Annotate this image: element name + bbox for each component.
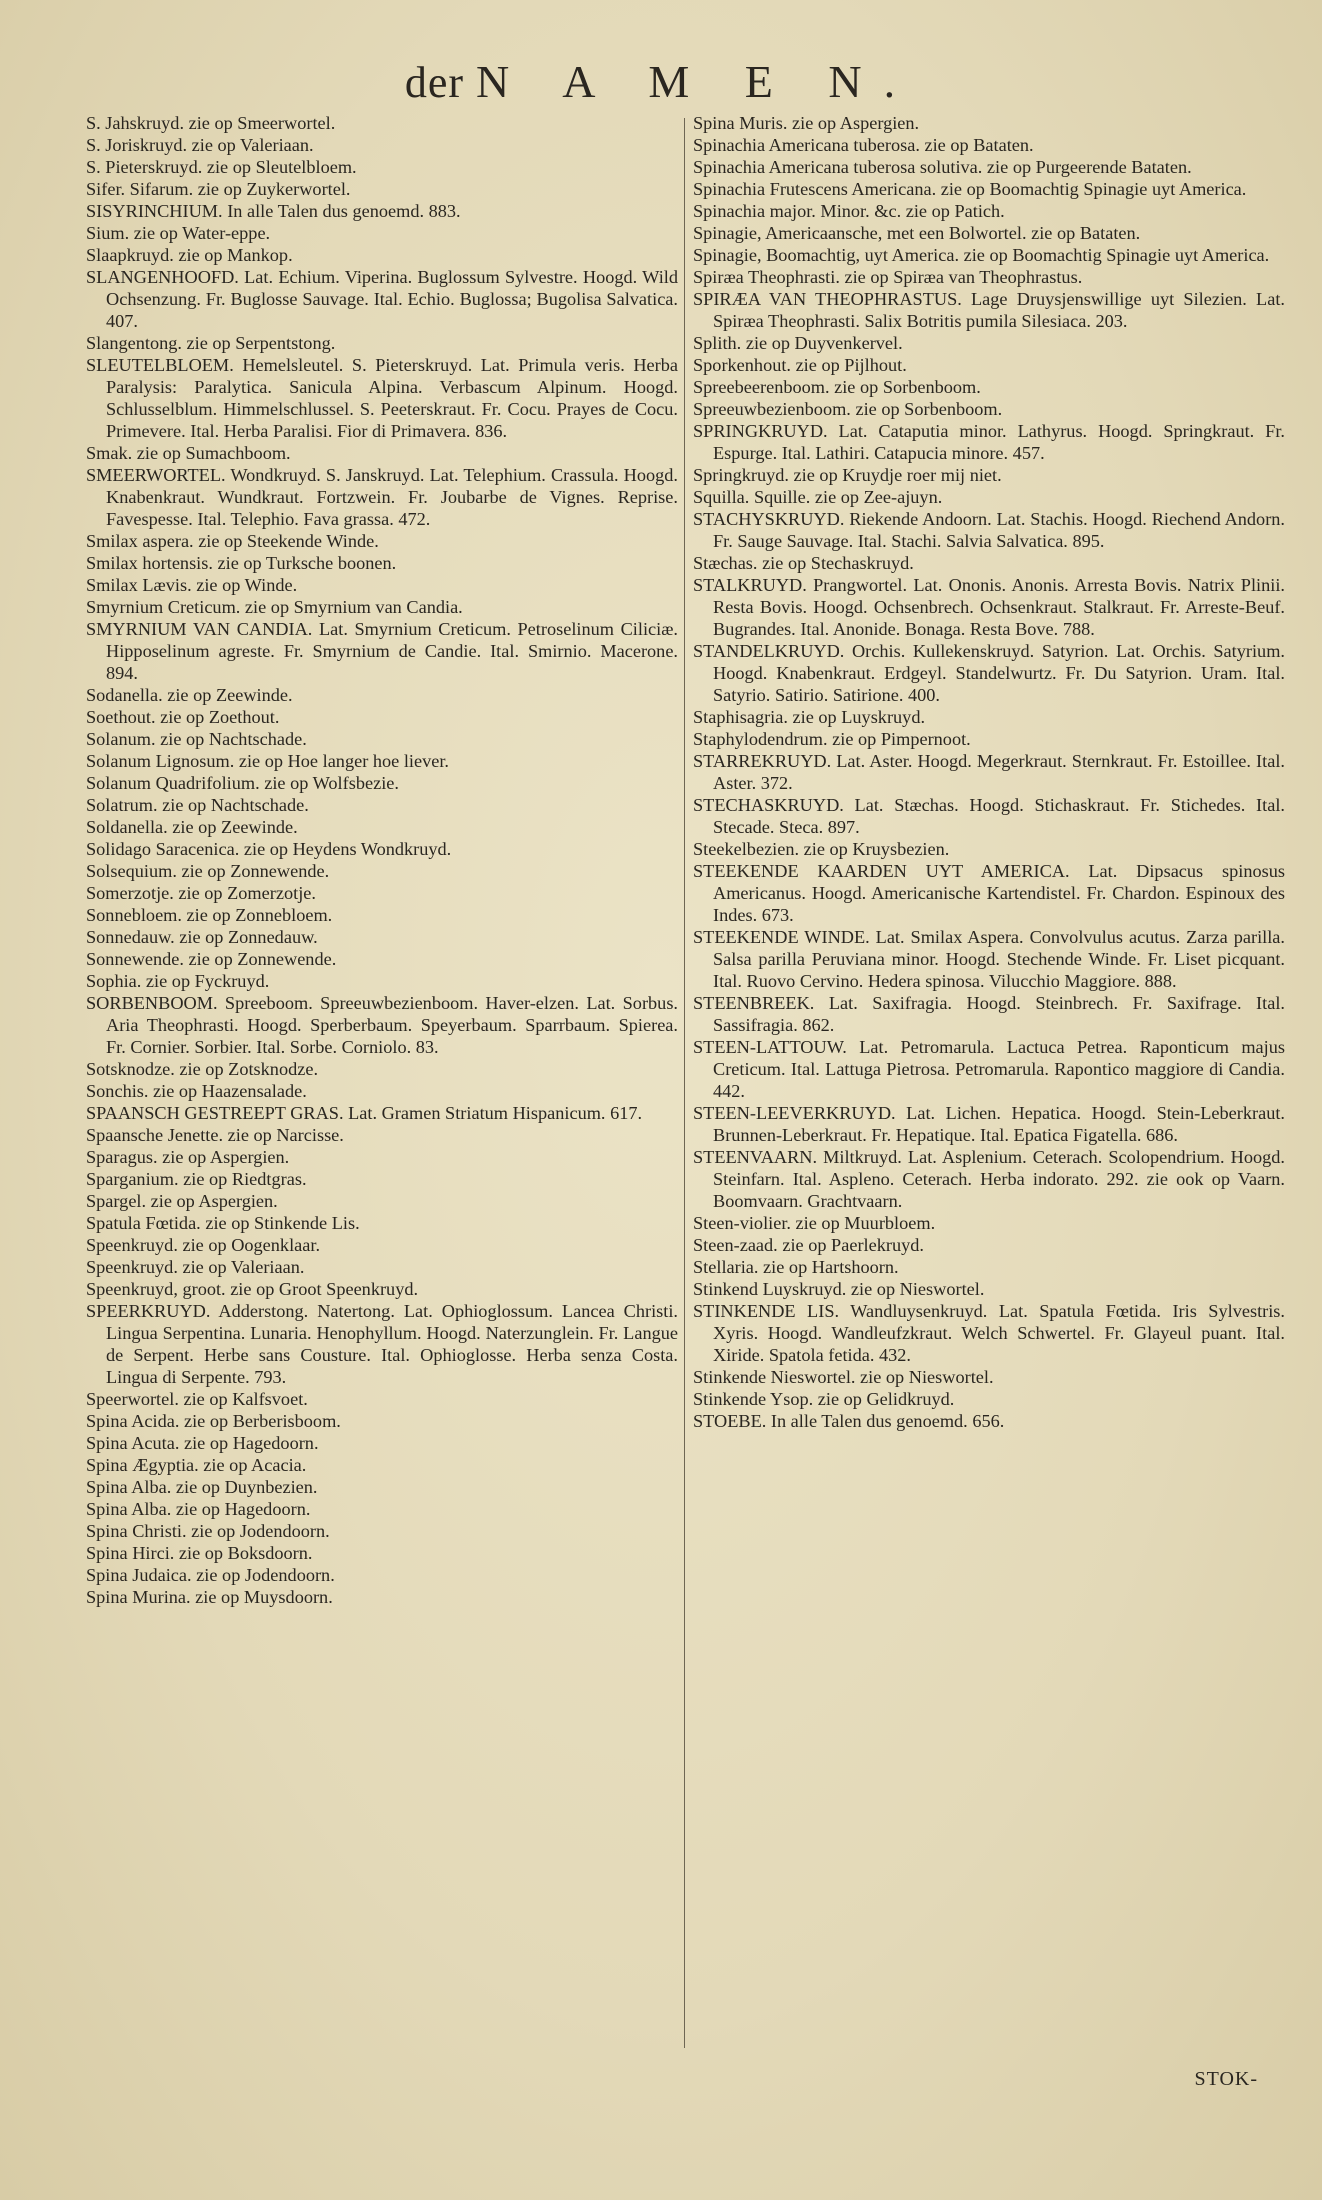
- index-entry: STACHYSKRUYD. Riekende Andoorn. Lat. Stachis. Hoogd. Riechend Andorn. Fr. Sauge Sauvage. Ital. Stachi. Salvia Salvatica. 895.: [693, 509, 1285, 551]
- index-entry: Soethout. zie op Zoethout.: [86, 707, 280, 727]
- index-entry: Speenkruyd. zie op Valeriaan.: [86, 1257, 305, 1277]
- index-entry: STARREKRUYD. Lat. Aster. Hoogd. Megerkraut. Sternkraut. Fr. Estoillee. Ital. Aster. 372.: [693, 751, 1285, 793]
- index-entry: Stinkende Nieswortel. zie op Nieswortel.: [693, 1367, 994, 1387]
- index-entry: Stæchas. zie op Stechaskruyd.: [693, 553, 914, 573]
- header-prefix: der: [404, 58, 465, 107]
- index-entry: Speerwortel. zie op Kalfsvoet.: [86, 1389, 308, 1409]
- column-divider: [684, 118, 685, 2048]
- index-entry: Spina Hirci. zie op Boksdoorn.: [86, 1543, 313, 1563]
- index-entry: Smak. zie op Sumachboom.: [86, 443, 291, 463]
- index-entry: Sium. zie op Water-eppe.: [86, 223, 271, 243]
- index-entry: Spinagie, Americaansche, met een Bolwortel. zie op Bataten.: [693, 223, 1141, 243]
- index-entry: Steekelbezien. zie op Kruysbezien.: [693, 839, 950, 859]
- index-entry: Steen-zaad. zie op Paerlekruyd.: [693, 1235, 924, 1255]
- index-entry: SORBENBOOM. Spreeboom. Spreeuwbezienboom. Haver-elzen. Lat. Sorbus. Aria Theophrasti. Hoogd. Sperberbaum. Speyerbaum. Sparrbaum. Spierea. Fr. Cornier. Sorbier. Ital. Sorbe. Corniolo. 83.: [86, 993, 678, 1057]
- index-entry: Somerzotje. zie op Zomerzotje.: [86, 883, 316, 903]
- left-column: [86, 112, 678, 1608]
- index-entry: Speenkruyd, groot. zie op Groot Speenkruyd.: [86, 1279, 419, 1299]
- running-header: [0, 52, 1322, 112]
- index-entry: Spina Acida. zie op Berberisboom.: [86, 1411, 341, 1431]
- index-entry: Spina Christi. zie op Jodendoorn.: [86, 1521, 330, 1541]
- index-entry: S. Pieterskruyd. zie op Sleutelbloem.: [86, 157, 357, 177]
- index-entry: STEEKENDE KAARDEN UYT AMERICA. Lat. Dipsacus spinosus Americanus. Hoogd. Americanische Kartendistel. Fr. Chardon. Espinoux des Indes. 673.: [693, 861, 1285, 925]
- index-entry: Sodanella. zie op Zeewinde.: [86, 685, 293, 705]
- index-entry: STANDELKRUYD. Orchis. Kullekenskruyd. Satyrion. Lat. Orchis. Satyrium. Hoogd. Knabenkraut. Erdgeyl. Standelwurtz. Fr. Du Satyrion. Uram. Ital. Satyrio. Satirio. Satirione. 400.: [693, 641, 1285, 705]
- index-entry: STECHASKRUYD. Lat. Stæchas. Hoogd. Stichaskraut. Fr. Stichedes. Ital. Stecade. Steca. 897.: [693, 795, 1285, 837]
- index-entry: Spinachia Frutescens Americana. zie op Boomachtig Spinagie uyt America.: [693, 179, 1247, 199]
- index-entry: Spinachia Americana tuberosa solutiva. zie op Purgeerende Bataten.: [693, 157, 1192, 177]
- index-entry: Sporkenhout. zie op Pijlhout.: [693, 355, 907, 375]
- index-entry: Smyrnium Creticum. zie op Smyrnium van Candia.: [86, 597, 463, 617]
- index-entry: Sonnewende. zie op Zonnewende.: [86, 949, 337, 969]
- index-entry: Springkruyd. zie op Kruydje roer mij niet.: [693, 465, 1002, 485]
- index-entry: Spina Murina. zie op Muysdoorn.: [86, 1587, 333, 1607]
- index-entry: SLEUTELBLOEM. Hemelsleutel. S. Pieterskruyd. Lat. Primula veris. Herba Paralysis: Paralytica. Sanicula Alpina. Verbascum Alpinum. Hoogd. Schlusselblum. Himmelschlussel. S. Peeterskraut. Fr. Cocu. Prayes de Cocu. Primevere. Ital. Herba Paralisi. Fior di Primavera. 836.: [86, 355, 678, 441]
- index-entry: STEEN-LATTOUW. Lat. Petromarula. Lactuca Petrea. Raponticum majus Creticum. Ital. Lattuga Pietrosa. Petromarula. Rapontico maggiore di Candia. 442.: [693, 1037, 1285, 1101]
- index-entry: SISYRINCHIUM. In alle Talen dus genoemd. 883.: [86, 201, 461, 221]
- index-entry: Sparagus. zie op Aspergien.: [86, 1147, 290, 1167]
- index-entry: STEENVAARN. Miltkruyd. Lat. Asplenium. Ceterach. Scolopendrium. Hoogd. Steinfarn. Ital. Aspleno. Ceterach. Herba indorato. 292. zie ook op Vaarn. Boomvaarn. Grachtvaarn.: [693, 1147, 1285, 1211]
- right-column: [693, 112, 1285, 1432]
- index-entry: Spargel. zie op Aspergien.: [86, 1191, 278, 1211]
- index-entry: Spina Judaica. zie op Jodendoorn.: [86, 1565, 335, 1585]
- index-entry: SPRINGKRUYD. Lat. Cataputia minor. Lathyrus. Hoogd. Springkraut. Fr. Espurge. Ital. Lathiri. Catapucia minore. 457.: [693, 421, 1285, 463]
- index-entry: Spina Muris. zie op Aspergien.: [693, 113, 920, 133]
- index-entry: Stellaria. zie op Hartshoorn.: [693, 1257, 899, 1277]
- index-entry: Splith. zie op Duyvenkervel.: [693, 333, 903, 353]
- index-entry: Spina Ægyptia. zie op Acacia.: [86, 1455, 307, 1475]
- index-entry: SMYRNIUM VAN CANDIA. Lat. Smyrnium Creticum. Petroselinum Ciliciæ. Hipposelinum agreste. Fr. Smyrnium de Candie. Ital. Smirnio. Macerone. 894.: [86, 619, 678, 683]
- index-entry: Sifer. Sifarum. zie op Zuykerwortel.: [86, 179, 351, 199]
- index-entry: Spatula Fœtida. zie op Stinkende Lis.: [86, 1213, 360, 1233]
- index-entry: Solidago Saracenica. zie op Heydens Wondkruyd.: [86, 839, 452, 859]
- header-title: N A M E N.: [476, 56, 918, 107]
- index-entry: Spina Alba. zie op Hagedoorn.: [86, 1499, 311, 1519]
- index-entry: Sonnebloem. zie op Zonnebloem.: [86, 905, 333, 925]
- index-entry: Smilax Lævis. zie op Winde.: [86, 575, 298, 595]
- index-entry: Solanum Quadrifolium. zie op Wolfsbezie.: [86, 773, 399, 793]
- index-entry: SPIRÆA VAN THEOPHRASTUS. Lage Druysjenswillige uyt Silezien. Lat. Spiræa Theophrasti. Salix Botritis pumila Silesiaca. 203.: [693, 289, 1285, 331]
- index-entry: SPEERKRUYD. Adderstong. Natertong. Lat. Ophioglossum. Lancea Christi. Lingua Serpentina. Lunaria. Henophyllum. Hoogd. Naterzunglein. Fr. Langue de Serpent. Herbe sans Cousture. Ital. Ophioglosse. Herba senza Costa. Lingua di Serpente. 793.: [86, 1301, 678, 1387]
- index-entry: Spinachia major. Minor. &c. zie op Patich.: [693, 201, 1005, 221]
- index-entry: Stinkend Luyskruyd. zie op Nieswortel.: [693, 1279, 985, 1299]
- index-entry: STINKENDE LIS. Wandluysenkruyd. Lat. Spatula Fœtida. Iris Sylvestris. Xyris. Hoogd. Wandleufzkraut. Welch Schwertel. Fr. Glayeul puant. Ital. Xiride. Spatola fetida. 432.: [693, 1301, 1285, 1365]
- index-entry: SPAANSCH GESTREEPT GRAS. Lat. Gramen Striatum Hispanicum. 617.: [86, 1103, 643, 1123]
- index-entry: Spaansche Jenette. zie op Narcisse.: [86, 1125, 344, 1145]
- index-entry: STOEBE. In alle Talen dus genoemd. 656.: [693, 1411, 1005, 1431]
- index-entry: STEEN-LEEVERKRUYD. Lat. Lichen. Hepatica. Hoogd. Stein-Leberkraut. Brunnen-Leberkraut. Fr. Hepatique. Ital. Epatica Figatella. 686.: [693, 1103, 1285, 1145]
- index-entry: Soldanella. zie op Zeewinde.: [86, 817, 298, 837]
- index-entry: Slangentong. zie op Serpentstong.: [86, 333, 336, 353]
- index-entry: Sonnedauw. zie op Zonnedauw.: [86, 927, 318, 947]
- index-entry: S. Jahskruyd. zie op Smeerwortel.: [86, 113, 336, 133]
- index-entry: Smilax aspera. zie op Steekende Winde.: [86, 531, 379, 551]
- index-entry: Spreebeerenboom. zie op Sorbenboom.: [693, 377, 981, 397]
- index-entry: STEENBREEK. Lat. Saxifragia. Hoogd. Steinbrech. Fr. Saxifrage. Ital. Sassifragia. 862.: [693, 993, 1285, 1035]
- index-entry: SLANGENHOOFD. Lat. Echium. Viperina. Buglossum Sylvestre. Hoogd. Wild Ochsenzung. Fr. Buglosse Sauvage. Ital. Echio. Buglossa; Bugolisa Salvatica. 407.: [86, 267, 678, 331]
- index-entry: Squilla. Squille. zie op Zee-ajuyn.: [693, 487, 943, 507]
- index-entry: Spinachia Americana tuberosa. zie op Bataten.: [693, 135, 1034, 155]
- index-entry: Solanum. zie op Nachtschade.: [86, 729, 307, 749]
- index-entry: Solatrum. zie op Nachtschade.: [86, 795, 309, 815]
- index-entry: Spreeuwbezienboom. zie op Sorbenboom.: [693, 399, 1003, 419]
- index-entry: Spiræa Theophrasti. zie op Spiræa van Theophrastus.: [693, 267, 1083, 287]
- index-entry: Stinkende Ysop. zie op Gelidkruyd.: [693, 1389, 955, 1409]
- index-entry: Solanum Lignosum. zie op Hoe langer hoe liever.: [86, 751, 450, 771]
- index-entry: Staphylodendrum. zie op Pimpernoot.: [693, 729, 971, 749]
- index-entry: Slaapkruyd. zie op Mankop.: [86, 245, 293, 265]
- index-entry: SMEERWORTEL. Wondkruyd. S. Janskruyd. Lat. Telephium. Crassula. Hoogd. Knabenkraut. Wundkraut. Fortzwein. Fr. Joubarbe de Vignes. Reprise. Favespesse. Ital. Telephio. Fava grassa. 472.: [86, 465, 678, 529]
- catchword: STOK-: [1194, 2068, 1258, 2090]
- index-entry: Sophia. zie op Fyckruyd.: [86, 971, 270, 991]
- index-entry: Spinagie, Boomachtig, uyt America. zie op Boomachtig Spinagie uyt America.: [693, 245, 1270, 265]
- index-entry: Staphisagria. zie op Luyskruyd.: [693, 707, 926, 727]
- index-entry: STALKRUYD. Prangwortel. Lat. Ononis. Anonis. Arresta Bovis. Natrix Plinii. Resta Bovis. Hoogd. Ochsenbrech. Ochsenkraut. Stalkraut. Fr. Arreste-Beuf. Bugrandes. Ital. Anonide. Bonaga. Resta Bove. 788.: [693, 575, 1285, 639]
- index-entry: Solsequium. zie op Zonnewende.: [86, 861, 330, 881]
- index-entry: Sonchis. zie op Haazensalade.: [86, 1081, 307, 1101]
- index-entry: Spina Acuta. zie op Hagedoorn.: [86, 1433, 319, 1453]
- index-entry: STEEKENDE WINDE. Lat. Smilax Aspera. Convolvulus acutus. Zarza parilla. Salsa parilla Peruviana minor. Hoogd. Stechende Winde. Fr. Liset picquant. Ital. Ruovo Cervino. Hedera spinosa. Vilucchio Maggiore. 888.: [693, 927, 1285, 991]
- index-entry: Smilax hortensis. zie op Turksche boonen.: [86, 553, 397, 573]
- index-entry: Speenkruyd. zie op Oogenklaar.: [86, 1235, 321, 1255]
- index-entry: Spina Alba. zie op Duynbezien.: [86, 1477, 318, 1497]
- index-entry: Sotsknodze. zie op Zotsknodze.: [86, 1059, 319, 1079]
- index-entry: S. Joriskruyd. zie op Valeriaan.: [86, 135, 314, 155]
- index-entry: Sparganium. zie op Riedtgras.: [86, 1169, 307, 1189]
- index-entry: Steen-violier. zie op Muurbloem.: [693, 1213, 936, 1233]
